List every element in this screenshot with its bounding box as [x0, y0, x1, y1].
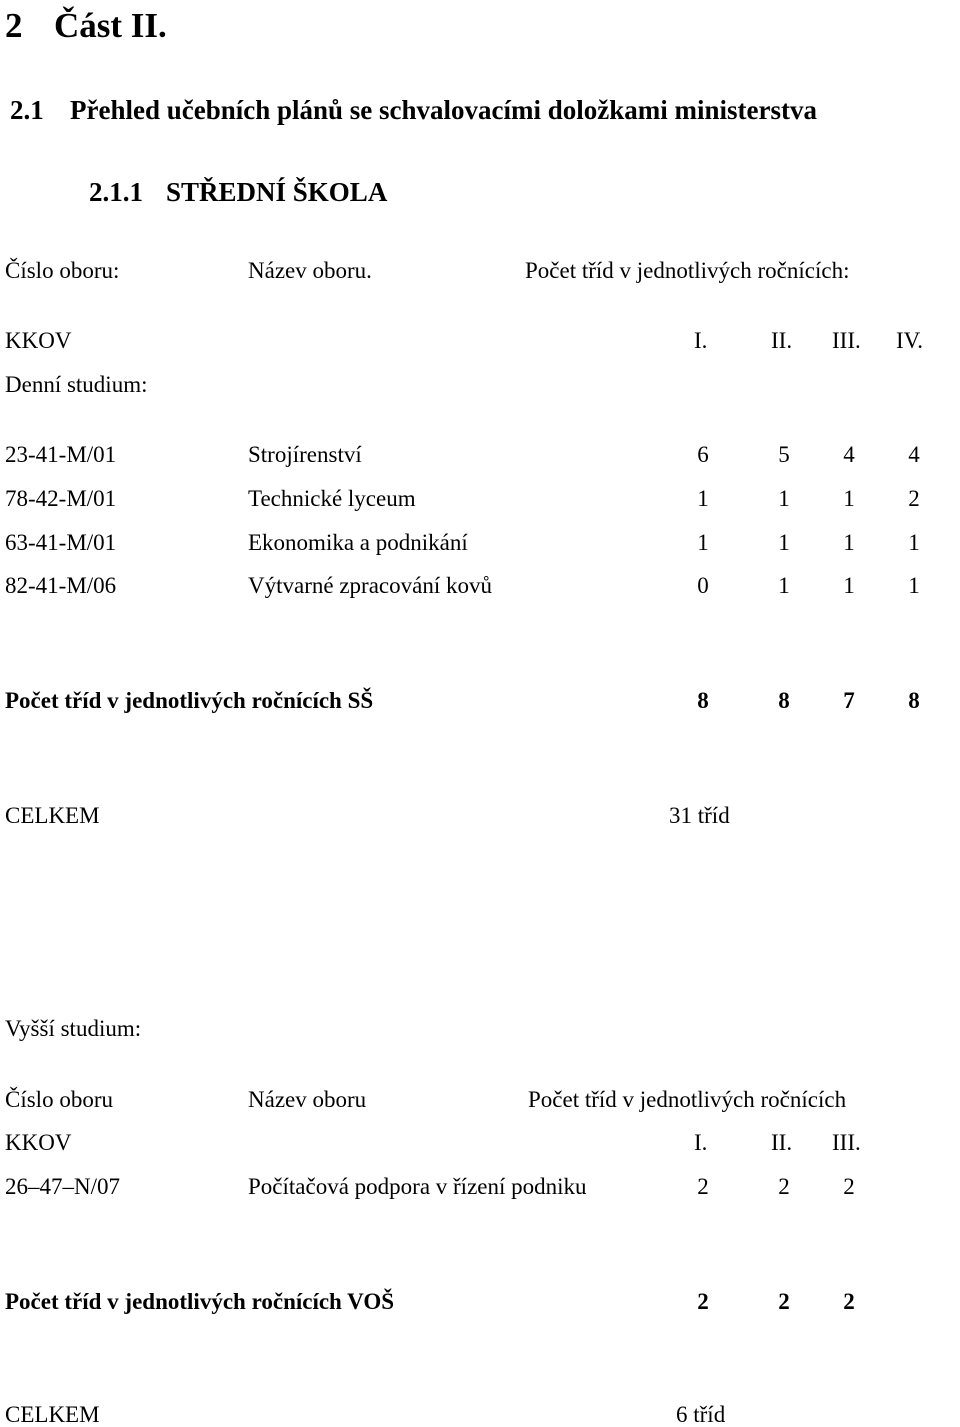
total-label: CELKEM	[5, 803, 100, 828]
grade-header-3: III.	[832, 1130, 861, 1155]
row-name: Výtvarné zpracování kovů	[248, 573, 492, 598]
heading-2-number: 2.1	[10, 95, 44, 125]
row-code: 82-41-M/06	[5, 573, 117, 598]
col-header-counts: Počet tříd v jednotlivých ročnících:	[525, 258, 850, 283]
row-count-2: 1	[778, 530, 790, 555]
grade-header-1: I.	[694, 1130, 708, 1155]
row-code: 78-42-M/01	[5, 486, 117, 511]
row-count-1: 1	[697, 530, 709, 555]
summary-label: Počet tříd v jednotlivých ročnících VOŠ	[5, 1289, 395, 1314]
heading-2-title: Přehled učebních plánů se schvalovacími doložkami ministerstva	[70, 95, 818, 125]
row-count-4: 4	[908, 442, 920, 467]
heading-3-title: STŘEDNÍ ŠKOLA	[166, 177, 388, 207]
row-name: Ekonomika a podnikání	[248, 530, 468, 555]
kkov-label: KKOV	[5, 1130, 72, 1155]
col-header-name: Název oboru.	[248, 258, 372, 283]
row-count-3: 1	[843, 573, 855, 598]
total-value: 6 tříd	[676, 1402, 726, 1427]
row-count-1: 6	[697, 442, 709, 467]
summary-label: Počet tříd v jednotlivých ročnících SŠ	[5, 688, 374, 713]
row-code: 63-41-M/01	[5, 530, 117, 555]
study-mode-label: Vyšší studium:	[5, 1016, 142, 1041]
row-count-3: 1	[843, 486, 855, 511]
grade-header-2: II.	[771, 328, 793, 353]
row-count-2: 1	[778, 573, 790, 598]
row-code: 23-41-M/01	[5, 442, 117, 467]
total-value: 31 tříd	[669, 803, 730, 828]
grade-header-1: I.	[694, 328, 708, 353]
heading-1-title: Část II.	[54, 6, 167, 45]
row-count-3: 4	[843, 442, 855, 467]
row-count-2: 2	[778, 1174, 790, 1199]
summary-count-2: 8	[778, 688, 790, 713]
col-header-code: Číslo oboru:	[5, 258, 120, 283]
row-count-4: 1	[908, 573, 920, 598]
study-mode-label: Denní studium:	[5, 372, 148, 397]
col-header-name: Název oboru	[248, 1087, 367, 1112]
row-count-2: 5	[778, 442, 790, 467]
row-name: Počítačová podpora v řízení podniku	[248, 1174, 587, 1199]
summary-count-1: 8	[697, 688, 709, 713]
grade-header-2: II.	[771, 1130, 793, 1155]
summary-count-4: 8	[908, 688, 920, 713]
heading-1-number: 2	[5, 6, 23, 45]
summary-count-1: 2	[697, 1289, 709, 1314]
row-name: Strojírenství	[248, 442, 362, 467]
row-count-3: 1	[843, 530, 855, 555]
col-header-counts: Počet tříd v jednotlivých ročnících	[528, 1087, 847, 1112]
grade-header-4: IV.	[896, 328, 924, 353]
row-count-1: 1	[697, 486, 709, 511]
col-header-code: Číslo oboru	[5, 1087, 113, 1112]
heading-3-number: 2.1.1	[89, 177, 143, 207]
kkov-label: KKOV	[5, 328, 72, 353]
row-name: Technické lyceum	[248, 486, 416, 511]
row-count-4: 2	[908, 486, 920, 511]
row-count-3: 2	[843, 1174, 855, 1199]
row-count-4: 1	[908, 530, 920, 555]
row-count-1: 2	[697, 1174, 709, 1199]
summary-count-2: 2	[778, 1289, 790, 1314]
row-count-2: 1	[778, 486, 790, 511]
row-code: 26–47–N/07	[5, 1174, 120, 1199]
grade-header-3: III.	[832, 328, 861, 353]
summary-count-3: 2	[843, 1289, 855, 1314]
total-label: CELKEM	[5, 1402, 100, 1427]
row-count-1: 0	[697, 573, 709, 598]
summary-count-3: 7	[843, 688, 855, 713]
